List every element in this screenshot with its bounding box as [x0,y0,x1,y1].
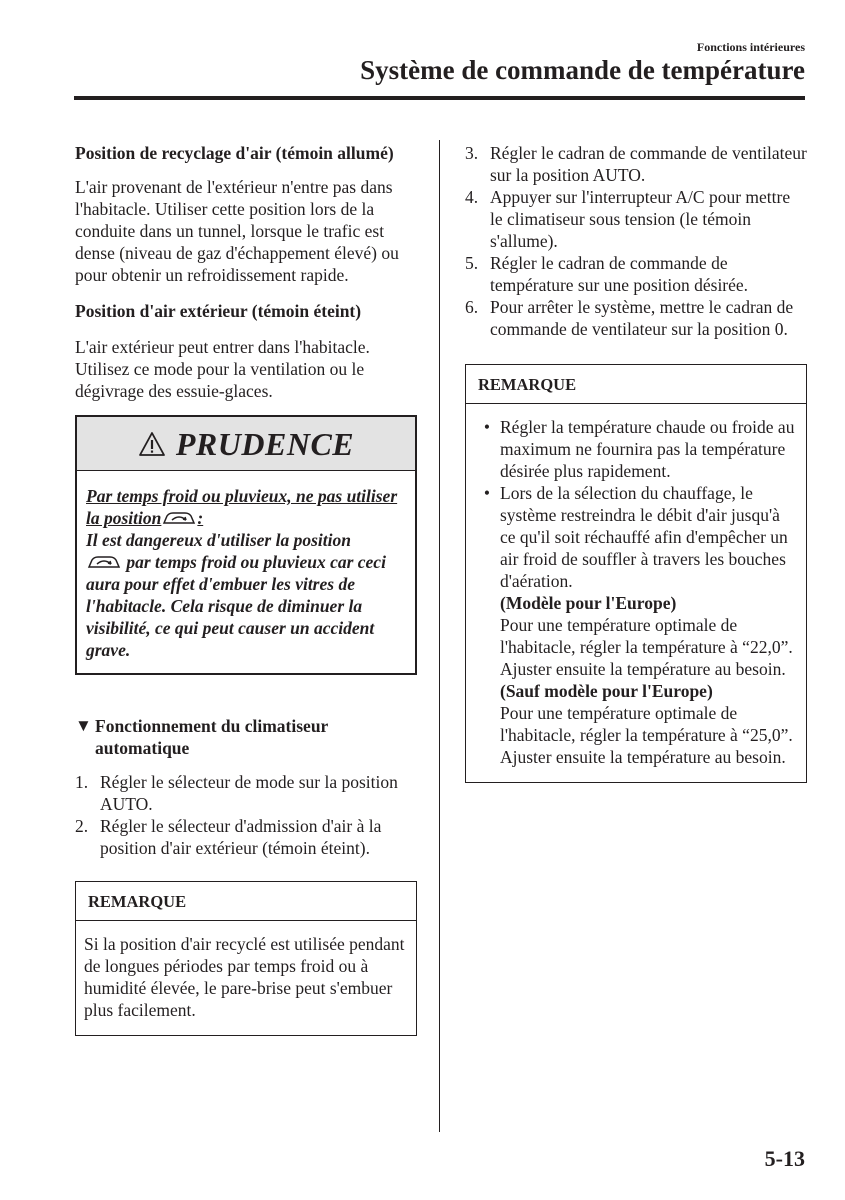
non-europe-label: (Sauf modèle pour l'Europe) [500,681,713,701]
note-box-left [75,881,417,1036]
note-body [466,404,806,782]
page-title: Système de commande de température [360,55,805,85]
europe-text: Pour une température optimale de l'habitacle, régler la température à “22,0”. Ajuster ensuite la température au besoin. [500,615,793,679]
list-item: 5. Régler le cadran de commande de température sur une position désirée. [465,253,749,295]
list-item: 1. Régler le sélecteur de mode sur la position AUTO. [75,772,398,814]
list-item: 6. Pour arrêter le système, mettre le cadran de commande de ventilateur sur la position 0. [465,297,794,339]
recycle-text: L'air provenant de l'extérieur n'entre pas dans l'habitacle. Utiliser cette position lors de la conduite dans un tunnel, lorsque le trafic est dense (niveau de gaz d'échappement élevé) ou pour obtenir un refroidissement rapide. [75,177,399,285]
note-title: REMARQUE [76,882,416,921]
list-item: 4. Appuyer sur l'interrupteur A/C pour mettre le climatiseur sous tension (le témoin s'allume). [465,187,791,251]
recycle-heading: Position de recyclage d'air (témoin allumé) [75,143,394,163]
right-column [465,142,807,783]
triangle-down-icon: ▼ [75,716,92,735]
outside-heading: Position d'air extérieur (témoin éteint) [75,301,362,321]
non-europe-text: Pour une température optimale de l'habitacle, régler la température à “25,0”. Ajuster ensuite la température au besoin. [500,703,793,767]
auto-section-heading [75,715,417,759]
right-steps [465,142,807,340]
auto-heading-text: Fonctionnement du climatiseur automatique [95,716,329,758]
air-recirculation-icon [86,554,122,570]
list-item: 3. Régler le cadran de commande de ventilateur sur la position AUTO. [465,143,807,185]
outside-text: L'air extérieur peut entrer dans l'habitacle. Utilisez ce mode pour la ventilation ou le dégivrage des essuie-glaces. [75,337,370,401]
header-rule [74,96,805,100]
europe-label: (Modèle pour l'Europe) [500,593,677,613]
prudence-warning-title: Par temps froid ou pluvieux, ne pas utiliser la position : [86,486,398,528]
prudence-box [75,415,417,675]
warning-triangle-icon [138,431,166,457]
page-number: 5-13 [764,1146,805,1171]
list-item: 2. Régler le sélecteur d'admission d'air à la position d'air extérieur (témoin éteint). [75,816,382,858]
list-item: • Lors de la sélection du chauffage, le système restreindra le débit d'air jusqu'à ce qu'il soit réchauffé afin d'empêcher un air froid de souffler à travers les bouches d'aération. (Modèle pour l'Europe) Pour une température optimale de l'habitacle, régler la température à “22,0”. Ajuster ensuite la température au besoin. (Sauf modèle pour l'Europe) Pour une température optimale de l'habitacle, régler la température à “25,0”. Ajuster ensuite la température au besoin. [474,482,798,768]
prudence-warning-text: Il est dangereux d'utiliser la position par temps froid ou pluvieux car ceci aura pour effet d'embuer les vitres de l'habitacle. Cela risque de diminuer la visibilité, ce qui peut causer un accident grave. [86,530,386,660]
list-item: • Régler la température chaude ou froide au maximum ne fournira pas la température désirée plus rapidement. [483,417,795,481]
prudence-body [77,471,415,673]
left-steps [75,771,417,859]
left-column [75,142,417,1036]
note-text: Si la position d'air recyclé est utilisée pendant de longues périodes par temps froid ou à humidité élevée, le pare-brise peut s'embuer plus facilement. [84,934,405,1020]
prudence-title: PRUDENCE [175,425,355,462]
prudence-header [77,417,415,471]
note-title: REMARQUE [466,365,806,404]
section-label: Fonctions intérieures [696,40,805,54]
column-divider [439,140,440,1132]
note-bullets [474,416,798,768]
note-box-right [465,364,807,783]
air-recirculation-icon [161,510,197,526]
